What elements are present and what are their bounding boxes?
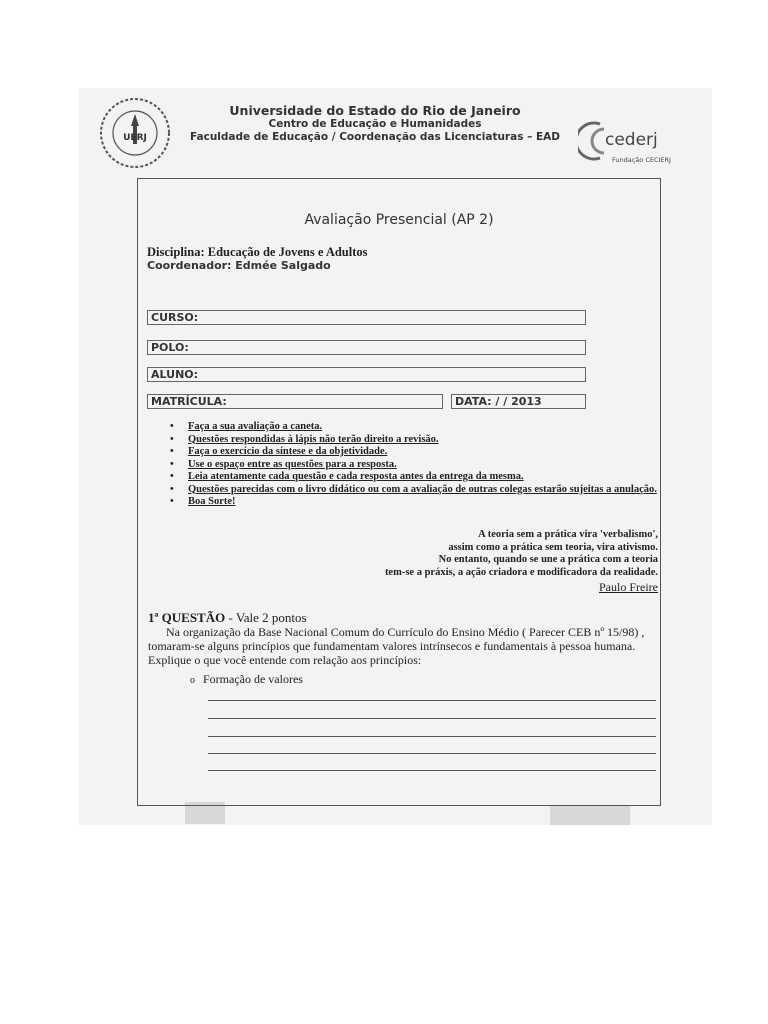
answer-line[interactable] <box>208 700 656 701</box>
university-name: Universidade do Estado do Rio de Janeiro <box>229 103 521 118</box>
coordinator-line: Coordenador: Edmée Salgado <box>147 259 331 272</box>
quote-author: Paulo Freire <box>599 580 658 594</box>
instruction-item: • Use o espaço entre as questões para a resposta. <box>170 459 660 472</box>
discipline-line: Disciplina: Educação de Jovens e Adultos <box>147 245 368 259</box>
instruction-item: • Questões parecidas com o livro didático ou com a avaliação de outras colegas estarão sujeitas a anulação. <box>170 484 660 497</box>
question-value: - Vale 2 pontos <box>225 610 307 625</box>
bleed-through-mark <box>550 806 630 825</box>
center-name: Centro de Educação e Humanidades <box>268 118 482 130</box>
svg-text:Fundação CECIERJ: Fundação CECIERJ <box>612 156 671 164</box>
institution-header <box>170 104 580 144</box>
answer-line[interactable] <box>208 770 656 771</box>
curso-field[interactable]: CURSO: <box>147 310 586 325</box>
instructions-list <box>170 421 660 509</box>
answer-line[interactable] <box>208 753 656 754</box>
quote-line: tem-se a práxis, a ação criadora e modificadora da realidade. <box>384 566 658 578</box>
circle-bullet-icon: o <box>190 675 195 686</box>
uerj-seal-logo <box>98 96 172 170</box>
polo-field[interactable]: POLO: <box>147 340 586 355</box>
epigraph-quote <box>298 529 658 579</box>
question-heading <box>148 610 307 626</box>
instruction-item: • Questões respondidas à lápis não terão direito a revisão. <box>170 434 660 447</box>
question-subitem <box>190 672 303 687</box>
svg-text:cederj: cederj <box>605 130 658 150</box>
exam-title: Avaliação Presencial (AP 2) <box>304 212 494 228</box>
data-field[interactable]: DATA: / / 2013 <box>451 394 586 409</box>
question-number: 1ª QUESTÃO <box>148 610 226 625</box>
svg-text:UERJ: UERJ <box>123 133 147 143</box>
quote-line: assim como a prática sem teoria, vira ativismo. <box>448 541 658 553</box>
quote-line: A teoria sem a prática vira 'verbalismo', <box>478 529 658 540</box>
instruction-item: • Leia atentamente cada questão e cada resposta antes da entrega da mesma. <box>170 471 660 484</box>
instruction-item: • Boa Sorte! <box>170 496 660 509</box>
quote-line: No entanto, quando se une a prática com a teoria <box>438 554 658 565</box>
faculty-name: Faculdade de Educação / Coordenação das Licenciaturas – EAD <box>189 131 561 143</box>
cederj-logo <box>578 112 674 170</box>
answer-line[interactable] <box>208 718 656 719</box>
instruction-item: • Faça o exercício da síntese e da objetividade. <box>170 446 660 459</box>
instruction-item: • Faça a sua avaliação a caneta. <box>170 421 660 434</box>
answer-line[interactable] <box>208 736 656 737</box>
question-text: Na organização da Base Nacional Comum do Currículo do Ensino Médio ( Parecer CEB nº 15/98) , tomaram-se alguns princípios que fundamentam valores intrínsecos e fundamentais à pessoa humana. Explique o que você entende com relação aos princípios: <box>148 625 645 667</box>
subitem-label: Formação de valores <box>203 672 303 686</box>
aluno-field[interactable]: ALUNO: <box>147 367 586 382</box>
matricula-field[interactable]: MATRÍCULA: <box>147 394 443 409</box>
